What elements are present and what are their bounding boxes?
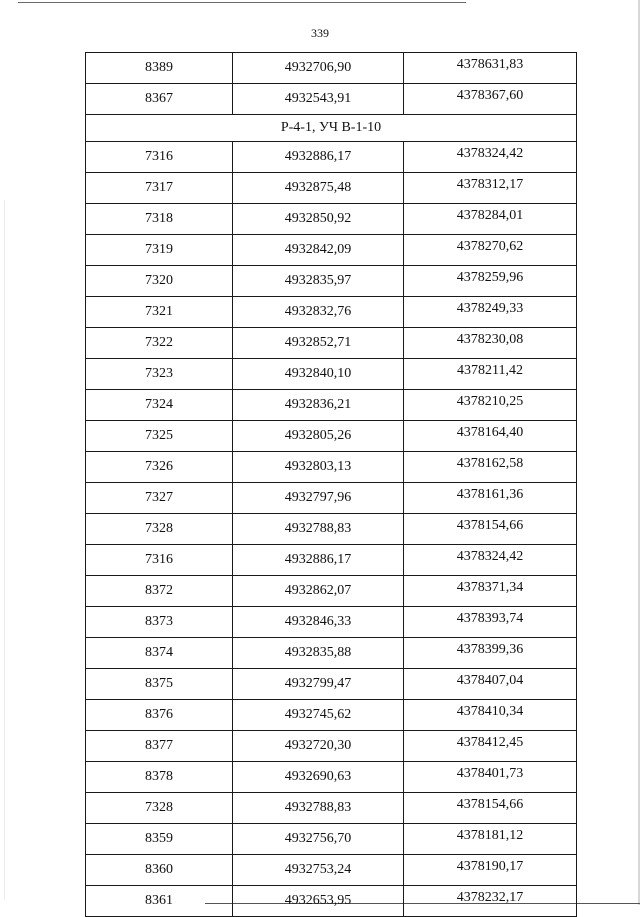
point-id-cell: 8374 <box>86 638 233 669</box>
table-row <box>86 173 577 204</box>
x-coordinate-cell: 4932836,21 <box>233 390 404 421</box>
x-coordinate-cell: 4932753,24 <box>233 855 404 886</box>
table-row <box>86 390 577 421</box>
section-title: Р-4-1, УЧ В-1-10 <box>86 115 577 142</box>
point-id-cell: 8359 <box>86 824 233 855</box>
table-row <box>86 452 577 483</box>
x-coordinate-cell: 4932797,96 <box>233 483 404 514</box>
point-id-cell: 8373 <box>86 607 233 638</box>
y-coordinate-cell: 4378631,83 <box>404 53 577 84</box>
point-id-cell: 7318 <box>86 204 233 235</box>
coordinates-table-body <box>86 53 577 917</box>
x-coordinate-cell: 4932862,07 <box>233 576 404 607</box>
x-coordinate-cell: 4932846,33 <box>233 607 404 638</box>
y-coordinate-cell: 4378249,33 <box>404 297 577 328</box>
table-row <box>86 576 577 607</box>
x-coordinate-cell: 4932852,71 <box>233 328 404 359</box>
point-id-cell: 7327 <box>86 483 233 514</box>
x-coordinate-cell: 4932842,09 <box>233 235 404 266</box>
y-coordinate-cell: 4378181,12 <box>404 824 577 855</box>
table-row <box>86 204 577 235</box>
y-coordinate-cell: 4378259,96 <box>404 266 577 297</box>
table-row <box>86 793 577 824</box>
x-coordinate-cell: 4932805,26 <box>233 421 404 452</box>
point-id-cell: 7326 <box>86 452 233 483</box>
y-coordinate-cell: 4378154,66 <box>404 514 577 545</box>
table-row <box>86 328 577 359</box>
y-coordinate-cell: 4378324,42 <box>404 142 577 173</box>
y-coordinate-cell: 4378367,60 <box>404 84 577 115</box>
point-id-cell: 8367 <box>86 84 233 115</box>
point-id-cell: 8378 <box>86 762 233 793</box>
point-id-cell: 8376 <box>86 700 233 731</box>
y-coordinate-cell: 4378412,45 <box>404 731 577 762</box>
x-coordinate-cell: 4932835,88 <box>233 638 404 669</box>
y-coordinate-cell: 4378210,25 <box>404 390 577 421</box>
table-row <box>86 84 577 115</box>
table-row <box>86 266 577 297</box>
point-id-cell: 7319 <box>86 235 233 266</box>
point-id-cell: 7321 <box>86 297 233 328</box>
y-coordinate-cell: 4378161,36 <box>404 483 577 514</box>
y-coordinate-cell: 4378164,40 <box>404 421 577 452</box>
y-coordinate-cell: 4378393,74 <box>404 607 577 638</box>
x-coordinate-cell: 4932653,95 <box>233 886 404 917</box>
section-row <box>86 115 577 142</box>
point-id-cell: 8360 <box>86 855 233 886</box>
x-coordinate-cell: 4932799,47 <box>233 669 404 700</box>
table-row <box>86 731 577 762</box>
y-coordinate-cell: 4378154,66 <box>404 793 577 824</box>
x-coordinate-cell: 4932745,62 <box>233 700 404 731</box>
x-coordinate-cell: 4932706,90 <box>233 53 404 84</box>
y-coordinate-cell: 4378401,73 <box>404 762 577 793</box>
table-row <box>86 700 577 731</box>
y-coordinate-cell: 4378371,34 <box>404 576 577 607</box>
y-coordinate-cell: 4378410,34 <box>404 700 577 731</box>
point-id-cell: 7328 <box>86 514 233 545</box>
point-id-cell: 7324 <box>86 390 233 421</box>
x-coordinate-cell: 4932543,91 <box>233 84 404 115</box>
point-id-cell: 7317 <box>86 173 233 204</box>
table-row <box>86 545 577 576</box>
point-id-cell: 7328 <box>86 793 233 824</box>
y-coordinate-cell: 4378312,17 <box>404 173 577 204</box>
y-coordinate-cell: 4378211,42 <box>404 359 577 390</box>
x-coordinate-cell: 4932803,13 <box>233 452 404 483</box>
point-id-cell: 7323 <box>86 359 233 390</box>
y-coordinate-cell: 4378190,17 <box>404 855 577 886</box>
table-row <box>86 514 577 545</box>
x-coordinate-cell: 4932788,83 <box>233 514 404 545</box>
x-coordinate-cell: 4932690,63 <box>233 762 404 793</box>
page-number: 339 <box>311 26 329 40</box>
table-row <box>86 638 577 669</box>
x-coordinate-cell: 4932886,17 <box>233 545 404 576</box>
table-row <box>86 359 577 390</box>
x-coordinate-cell: 4932850,92 <box>233 204 404 235</box>
table-row <box>86 886 577 917</box>
table-row <box>86 421 577 452</box>
table-row <box>86 235 577 266</box>
point-id-cell: 8361 <box>86 886 233 917</box>
coordinates-table <box>85 52 577 917</box>
table-row <box>86 607 577 638</box>
scan-edge-left <box>4 200 5 900</box>
point-id-cell: 8375 <box>86 669 233 700</box>
point-id-cell: 7316 <box>86 545 233 576</box>
x-coordinate-cell: 4932886,17 <box>233 142 404 173</box>
table-row <box>86 142 577 173</box>
x-coordinate-cell: 4932720,30 <box>233 731 404 762</box>
y-coordinate-cell: 4378230,08 <box>404 328 577 359</box>
y-coordinate-cell: 4378399,36 <box>404 638 577 669</box>
x-coordinate-cell: 4932835,97 <box>233 266 404 297</box>
point-id-cell: 8377 <box>86 731 233 762</box>
table-row <box>86 669 577 700</box>
y-coordinate-cell: 4378407,04 <box>404 669 577 700</box>
table-row <box>86 824 577 855</box>
table-row <box>86 762 577 793</box>
y-coordinate-cell: 4378324,42 <box>404 545 577 576</box>
x-coordinate-cell: 4932832,76 <box>233 297 404 328</box>
point-id-cell: 7320 <box>86 266 233 297</box>
x-coordinate-cell: 4932875,48 <box>233 173 404 204</box>
table-row <box>86 855 577 886</box>
table-row <box>86 297 577 328</box>
x-coordinate-cell: 4932840,10 <box>233 359 404 390</box>
scan-border-top <box>18 2 466 3</box>
point-id-cell: 7322 <box>86 328 233 359</box>
y-coordinate-cell: 4378232,17 <box>404 886 577 917</box>
y-coordinate-cell: 4378162,58 <box>404 452 577 483</box>
x-coordinate-cell: 4932756,70 <box>233 824 404 855</box>
point-id-cell: 8372 <box>86 576 233 607</box>
point-id-cell: 7325 <box>86 421 233 452</box>
point-id-cell: 8389 <box>86 53 233 84</box>
table-row <box>86 53 577 84</box>
y-coordinate-cell: 4378270,62 <box>404 235 577 266</box>
table-row <box>86 483 577 514</box>
y-coordinate-cell: 4378284,01 <box>404 204 577 235</box>
x-coordinate-cell: 4932788,83 <box>233 793 404 824</box>
point-id-cell: 7316 <box>86 142 233 173</box>
